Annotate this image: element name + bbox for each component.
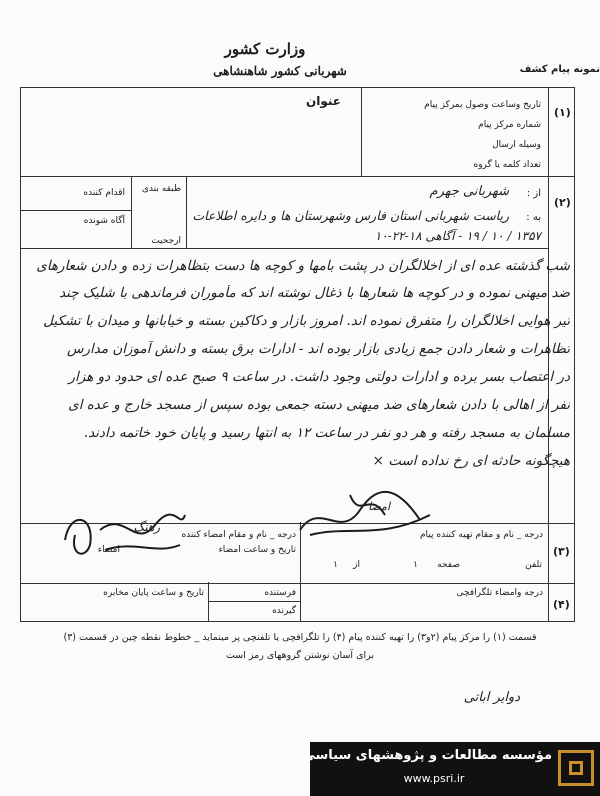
section2-number: (۲) <box>554 196 571 209</box>
sign-label: امضاء <box>97 545 120 555</box>
priority-label: ارجحیت <box>151 236 181 246</box>
section2-class-divider <box>131 176 132 248</box>
watermark-banner <box>302 742 600 796</box>
institute-url: www.psri.ir <box>403 772 465 785</box>
message-line-3: تیر هوایی اخلالگران را متفرق نموده اند. امروز بازار و دکاکین بسته و خیابانها و میدان با تشکیل <box>43 313 570 329</box>
section3-bottom-divider <box>21 583 574 584</box>
date-value: ۱۳۵۷ / ۱۰ / ۱۹ - آگاهی ۱۸-۲۲-۱۰ <box>374 229 541 243</box>
section2-action-divider <box>21 210 131 211</box>
message-line-1: شب گذشته عده ای از اخلالگران در پشت بامها و کوچه ها دست بتظاهرات زده و دادن شعارهای <box>36 258 570 274</box>
section1-field-center-number: شماره مرکز پیام <box>478 120 541 130</box>
approver-signature-name: رهنگ <box>133 520 160 534</box>
inform-label: آگاه شونده <box>83 216 125 226</box>
police-title: شهربانی کشور شاهنشاهی <box>213 64 347 78</box>
title-label: عنوان <box>306 94 341 108</box>
preparer-signature <box>290 480 440 550</box>
ministry-title: وزارت کشور <box>224 40 306 58</box>
form-name: نمونه پیام کشف <box>519 64 600 75</box>
message-line-6: نفر از اهالی با دادن شعارهای ضد میهنی دسته جمعی بوده سپس از مسجد خارج و عده ای <box>68 397 570 413</box>
footer-note-line2: برای آسان نوشتن گروههای رمز است <box>225 650 375 661</box>
section1-field-arrival: تاریخ وساعت وصول بمرکز پیام <box>424 100 541 110</box>
page-value: ۱ <box>413 560 418 570</box>
institute-logo-icon <box>558 750 594 786</box>
transmission-end-label: تاریخ و ساعت پایان مخابره <box>103 588 204 598</box>
receiver-label: گیرنده <box>272 606 296 616</box>
message-line-4: تظاهرات و شعار دادن جمع زیادی بازار بوده اند - ادارات برق بسته و دانش آموزان مدارس <box>67 341 570 357</box>
phone-label: تلفن <box>525 560 542 570</box>
section1-number: (۱) <box>554 106 571 119</box>
section1-bottom-divider <box>21 176 574 177</box>
section4-divider-a <box>300 582 301 622</box>
approver-label: درجه _ نام و مقام امضاء کننده <box>181 530 296 540</box>
institute-name: مؤسسه مطالعات و پژوهشهای سیاسی <box>302 748 552 763</box>
from-page-value: ۱ <box>333 560 338 570</box>
section2-header-divider <box>21 248 548 249</box>
to-label: به : <box>526 212 541 223</box>
datetime-sign-label: تاریخ و ساعت امضاء <box>218 545 296 555</box>
message-line-8: هیچگونه حادثه ای رخ نداده است × <box>372 453 570 469</box>
preparer-label: درجه _ نام و مقام تهیه کننده پیام <box>419 530 543 540</box>
approver-signature <box>55 500 195 570</box>
section4-sender-divider <box>208 601 300 602</box>
from-label: از : <box>526 188 541 199</box>
message-line-7: مسلمان به مسجد رفته و هر دو نفر در ساعت ۱۲ به انتها رسید و پایان خود خاتمه دادند. <box>83 425 570 441</box>
section3-number: (۳) <box>553 545 570 558</box>
footer-note-line1: قسمت (۱) را مرکز پیام (۲و۳) را تهیه کننده پیام (۴) را تلگرافچی یا تلفنچی پر مینماید _ خطوط نقطه چین در قسمت (۳) <box>63 632 537 643</box>
section1-inner-divider <box>361 88 362 176</box>
message-line-5: در اعتصاب بسر برده و ادارات دولتی وجود داشت. در ساعت ۹ صبح عده ای حدود دو هزار <box>68 369 570 385</box>
action-label: اقدام کننده <box>83 188 125 198</box>
preparer-signature-mark: امضا <box>368 500 390 513</box>
page-label: صفحه <box>437 560 460 570</box>
section4-divider-b <box>208 582 209 622</box>
sender-label: فرستنده <box>264 588 296 598</box>
from-value: شهربانی جهرم <box>429 184 509 199</box>
section4-number: (۴) <box>553 598 570 611</box>
classification-label: طبقه بندی <box>141 184 181 194</box>
section1-field-word-count: تعداد کلمه یا گروه <box>473 160 541 170</box>
message-line-2: ضد میهنی نموده و در کوچه ها شعارها با ذغال نوشته اند که مأموران فرماندهی با شلیک چند <box>59 285 570 301</box>
telegraph-label: درجه وامضاء تلگرافچی <box>456 588 543 598</box>
to-value: ریاست شهربانی استان فارس وشهرستان ها و دایره اطلاعات <box>192 208 509 223</box>
section2-routing-divider <box>186 176 187 248</box>
bottom-handwriting: دوایر اباتی <box>463 690 520 705</box>
from-page-label: از <box>353 560 360 570</box>
section1-field-sending-means: وسیله ارسال <box>492 140 541 150</box>
